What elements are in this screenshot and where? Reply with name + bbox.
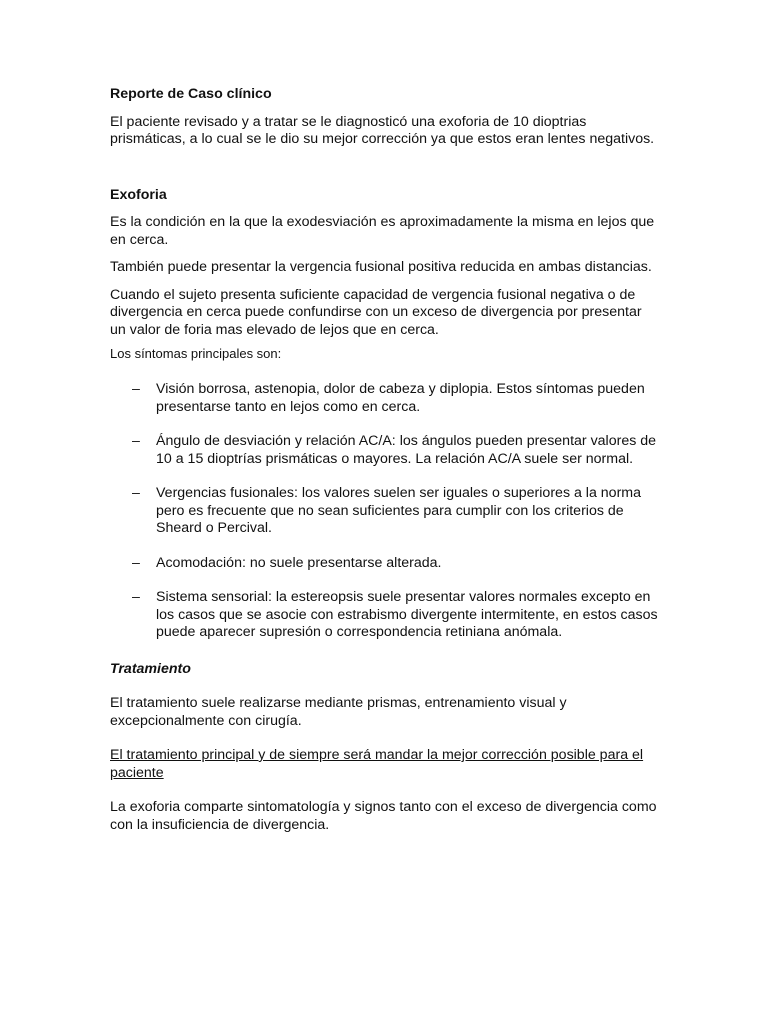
list-item xyxy=(110,555,658,573)
list-item xyxy=(110,485,658,538)
symptom-text: Visión borrosa, astenopia, dolor de cabeza y diplopia. Estos síntomas pueden presentarse tanto en lejos como en cerca. xyxy=(156,381,645,415)
symptom-text: Vergencias fusionales: los valores suelen ser iguales o superiores a la norma pero es frecuente que no sean suficientes para cumplir con los criterios de Sheard o Percival. xyxy=(156,485,642,536)
tratamiento-underlined-note: El tratamiento principal y de siempre será mandar la mejor corrección posible para el paciente xyxy=(110,747,644,781)
document-page xyxy=(110,86,658,834)
list-item xyxy=(110,381,658,416)
symptom-text: Acomodación: no suele presentarse alterada. xyxy=(156,554,442,571)
dash-bullet-icon: – xyxy=(132,381,140,397)
tratamiento-paragraph: El tratamiento suele realizarse mediante prismas, entrenamiento visual y excepcionalmente con cirugía. xyxy=(110,695,567,729)
symptoms-list xyxy=(110,381,658,642)
intro-paragraph: El paciente revisado y a tratar se le diagnosticó una exoforia de 10 dioptrias prismáticas, a lo cual se le dio su mejor corrección ya que estos eran lentes negativos. xyxy=(110,113,655,147)
tratamiento-closing: La exoforia comparte sintomatología y signos tanto con el exceso de divergencia como con la insuficiencia de divergencia. xyxy=(110,799,657,833)
symptom-text: Ángulo de desviación y relación AC/A: los ángulos pueden presentar valores de 10 a 15 dioptrías prismáticas o mayores. La relación AC/A suele ser normal. xyxy=(156,433,657,467)
list-item xyxy=(110,589,658,642)
tratamiento-title: Tratamiento xyxy=(110,660,191,677)
dash-bullet-icon: – xyxy=(132,433,140,449)
symptoms-intro: Los síntomas principales son: xyxy=(110,346,282,361)
symptom-text: Sistema sensorial: la estereopsis suele presentar valores normales excepto en los casos que se asocie con estrabismo divergente intermitente, en estos casos puede aparecer supresión o correspondencia retiniana anómala. xyxy=(156,589,658,640)
dash-bullet-icon: – xyxy=(132,554,140,571)
list-item xyxy=(110,433,658,468)
dash-bullet-icon: – xyxy=(132,589,140,605)
exoforia-paragraph-1: Es la condición en la que la exodesviación es aproximadamente la misma en lejos que en cerca. xyxy=(110,214,655,248)
exoforia-paragraph-3: Cuando el sujeto presenta suficiente capacidad de vergencia fusional negativa o de divergencia en cerca puede confundirse con un exceso de divergencia por presentar un valor de foria mas elevado de lejos que en cerca. xyxy=(110,286,642,338)
exoforia-paragraph-2: También puede presentar la vergencia fusional positiva reducida en ambas distancias. xyxy=(110,259,652,275)
exoforia-title: Exoforia xyxy=(110,186,167,203)
report-heading: Reporte de Caso clínico xyxy=(110,86,272,102)
dash-bullet-icon: – xyxy=(132,485,140,501)
